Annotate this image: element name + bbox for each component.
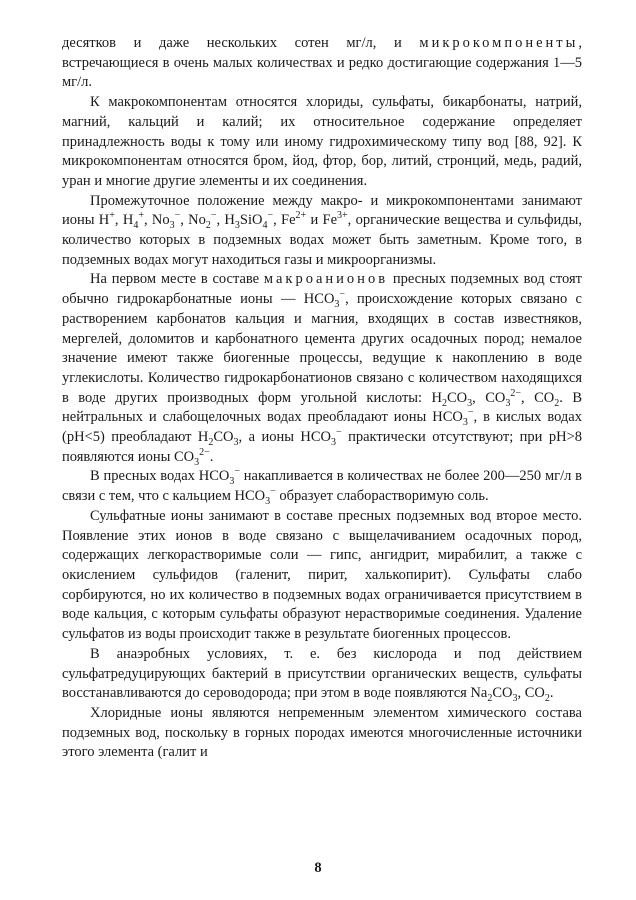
superscript: − xyxy=(234,466,240,478)
superscript: + xyxy=(109,210,115,222)
subscript: 3 xyxy=(334,299,340,311)
text-run: Промежуточное положение между макро- и микрокомпонентами занимают ионы H xyxy=(62,192,582,229)
paragraph-chlorides xyxy=(62,704,582,763)
subscript: 3 xyxy=(462,417,468,429)
text-run: , No xyxy=(143,212,170,229)
subscript: 3 xyxy=(467,397,473,409)
text-run: , CO xyxy=(472,389,506,406)
text-run: , CO xyxy=(521,389,555,406)
paragraph-intermediate-ions xyxy=(62,192,582,271)
paragraph-anaerobic xyxy=(62,645,582,704)
text-run: пресных подземных вод стоят обычно гидрокарбонатные ионы — HCO xyxy=(62,271,582,308)
text-run: , органические вещества и сульфиды, количество которых в подземных водах может быть заметным. Кроме того, в подземных водах могут находиться газы и микроорганизмы. xyxy=(62,212,582,268)
subscript: 3 xyxy=(265,496,271,508)
subscript: 3 xyxy=(194,456,200,468)
text-run: К макрокомпонентам относятся хлориды, сульфаты, бикарбонаты, натрий, магний, кальций и калий; их относительное содержание определяет принадлежность воды к тому или иному гидрохимическому типу вод [88, 92]. К микрокомпонентам относятся бром, йод, фтор, бор, литий, стронций, медь, радий, уран и многие другие элементы и их соединения. xyxy=(62,94,582,189)
superscript: − xyxy=(267,210,274,222)
text-run: Сульфатные ионы занимают в составе пресных подземных вод второе место. Появление этих ионов в воде связано с выщелачиванием осадочных пород, содержащих легкорастворимые соли — гипс, ангидрит, мирабилит, а также с окислением сульфидов (галенит, пирит, халькопирит). Сульфаты слабо сорбируются, но их количество в подземных водах ограничивается присутствием в воде кальция, с которым сульфаты образуют нерастворимые соединения. Удаление сульфатов из воды происходит также в результате биогенных процессов. xyxy=(62,507,582,643)
page-number: 8 xyxy=(314,860,322,876)
subscript: 3 xyxy=(331,436,337,448)
superscript: − xyxy=(210,210,217,222)
superscript: 2− xyxy=(199,446,210,458)
text-run: , CO xyxy=(517,685,545,702)
text-run: В анаэробных условиях, т. е. без кислорода и под действием сульфатредуцирующих бактерий в присутствии органических веществ, сульфаты восстанавливаются до сероводорода; при этом в воде появляются Na xyxy=(62,645,582,702)
superscript: − xyxy=(339,289,346,301)
text-run: десятков и даже нескольких сотен мг/л, и xyxy=(62,35,402,51)
text-run: . xyxy=(209,448,214,465)
text-run: , No xyxy=(180,212,206,229)
superscript: 2+ xyxy=(295,210,307,222)
text-run: . В нейтральных и слабощелочных водах преобладают ионы HCO xyxy=(62,389,582,426)
paragraph-continuation xyxy=(62,34,582,93)
text-run: практически отсутствуют; при pH>8 появляются ионы CO xyxy=(62,429,583,465)
subscript: 3 xyxy=(234,220,240,232)
subscript: 4 xyxy=(262,220,268,232)
subscript: 2 xyxy=(208,436,214,448)
text-run: , Fe xyxy=(273,212,296,229)
text-run: Хлоридные ионы являются непременным элементом химического состава подземных вод, поскольку в горных породах имеются многочисленные источники этого элемента (галит и xyxy=(62,704,582,761)
superscript: 3+ xyxy=(337,210,348,222)
superscript: − xyxy=(336,427,342,439)
body-text xyxy=(62,34,582,763)
text-run: SiO xyxy=(239,212,263,229)
subscript: 3 xyxy=(512,693,518,705)
subscript: 3 xyxy=(233,436,239,448)
text-run: CO xyxy=(446,389,468,406)
paragraph-bicarbonates xyxy=(62,270,582,467)
superscript: − xyxy=(270,486,276,498)
text-run: , а ионы HCO xyxy=(238,429,332,446)
subscript: 4 xyxy=(133,220,139,232)
text-run: , H xyxy=(216,212,235,229)
text-run: и Fe xyxy=(306,212,338,229)
text-run: , встречающиеся в очень малых количествах и редко достигающие содержания 1—5 мг/л. xyxy=(62,35,582,91)
subscript: 3 xyxy=(229,476,235,488)
paragraph-macrocomponents xyxy=(62,93,582,192)
subscript: 2 xyxy=(544,693,550,705)
paragraph-sulfates xyxy=(62,507,582,645)
subscript: 2 xyxy=(487,693,493,705)
text-run: CO xyxy=(213,429,234,446)
text-run: CO xyxy=(492,685,513,702)
subscript: 2 xyxy=(441,397,447,409)
text-run: накапливается в количествах не более 200—250 мг/л в связи с тем, что с кальцием HCO xyxy=(62,468,582,505)
subscript: 2 xyxy=(554,397,560,409)
superscript: − xyxy=(467,407,474,419)
text-run: . xyxy=(549,685,554,702)
paragraph-bicarbonate-limit xyxy=(62,467,582,506)
text-run: , происхождение которых связано с растворением карбонатов кальция и магния, входящих в состав известняков, мергелей, доломитов и карбонатного цемента других осадочных пород; немалое значение имеют также биогенные процессы, ведущие к накоплению в воде углекислоты. Количество гидрокарбонатионов связано с количеством находящихся в воде других производных форм угольной кислоты: H xyxy=(62,291,582,406)
spaced-term: микрокомпоненты xyxy=(419,35,579,51)
text-run: В пресных водах HCO xyxy=(90,468,230,485)
subscript: 2 xyxy=(205,220,211,232)
superscript: 2− xyxy=(510,387,522,399)
subscript: 3 xyxy=(505,397,511,409)
text-run: На первом месте в составе xyxy=(90,271,260,288)
spaced-term: макроанионов xyxy=(263,271,389,288)
superscript: + xyxy=(138,210,144,222)
text-run: , в кислых водах (pH<5) преобладают H xyxy=(62,409,582,446)
text-run: образует слаборастворимую соль. xyxy=(275,488,489,505)
superscript: − xyxy=(174,210,181,222)
text-run: , H xyxy=(114,212,134,229)
subscript: 3 xyxy=(169,220,175,232)
